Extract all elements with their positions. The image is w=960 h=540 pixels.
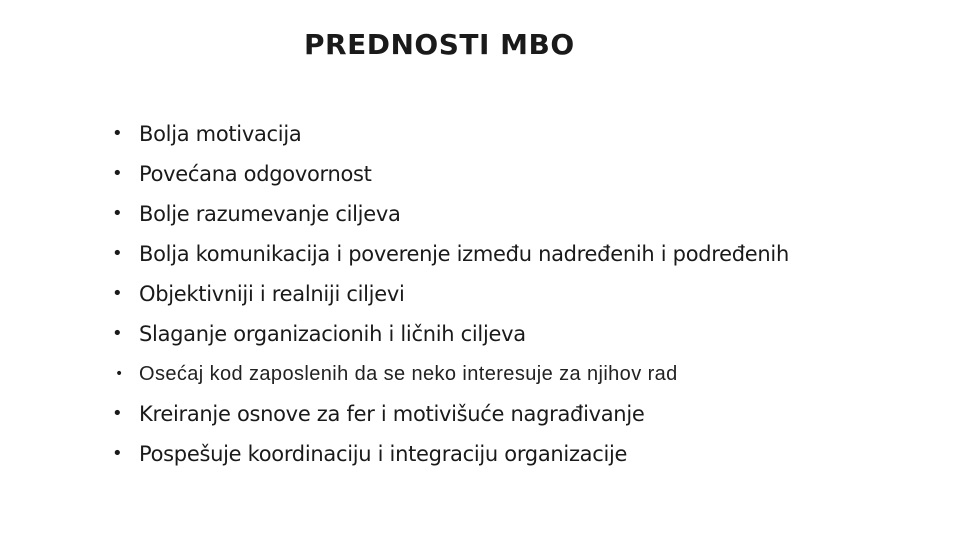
bullet-icon: • bbox=[112, 163, 123, 184]
list-item-text: Slaganje organizacionih i ličnih ciljeva bbox=[139, 322, 526, 346]
list-item-text: Objektivniji i realniji ciljevi bbox=[139, 282, 405, 306]
list-item-text: Kreiranje osnove za fer i motivišuće nagrađivanje bbox=[139, 402, 645, 426]
list-item-text: Osećaj kod zaposlenih da se neko interesuje za njihov rad bbox=[139, 363, 678, 385]
list-item bbox=[112, 438, 812, 470]
bullet-icon: • bbox=[112, 323, 123, 344]
list-item bbox=[112, 118, 812, 150]
list-item bbox=[112, 238, 812, 270]
slide-title: PREDNOSTI MBO bbox=[304, 28, 575, 61]
benefits-list bbox=[112, 118, 812, 478]
bullet-icon: • bbox=[112, 203, 123, 224]
list-item-text: Bolje razumevanje ciljeva bbox=[139, 202, 401, 226]
list-item bbox=[112, 358, 812, 390]
list-item bbox=[112, 198, 812, 230]
list-item bbox=[112, 318, 812, 350]
bullet-icon: • bbox=[112, 443, 123, 464]
bullet-icon: • bbox=[115, 366, 124, 382]
bullet-icon: • bbox=[112, 403, 123, 424]
list-item-text: Bolja komunikacija i poverenje između nadređenih i podređenih bbox=[139, 242, 789, 266]
list-item bbox=[112, 278, 812, 310]
bullet-icon: • bbox=[112, 243, 123, 264]
bullet-icon: • bbox=[112, 283, 123, 304]
list-item bbox=[112, 158, 812, 190]
list-item-text: Pospešuje koordinaciju i integraciju organizacije bbox=[139, 442, 628, 466]
list-item bbox=[112, 398, 812, 430]
list-item-text: Povećana odgovornost bbox=[139, 162, 372, 186]
list-item-text: Bolja motivacija bbox=[139, 122, 302, 146]
bullet-icon: • bbox=[112, 123, 123, 144]
